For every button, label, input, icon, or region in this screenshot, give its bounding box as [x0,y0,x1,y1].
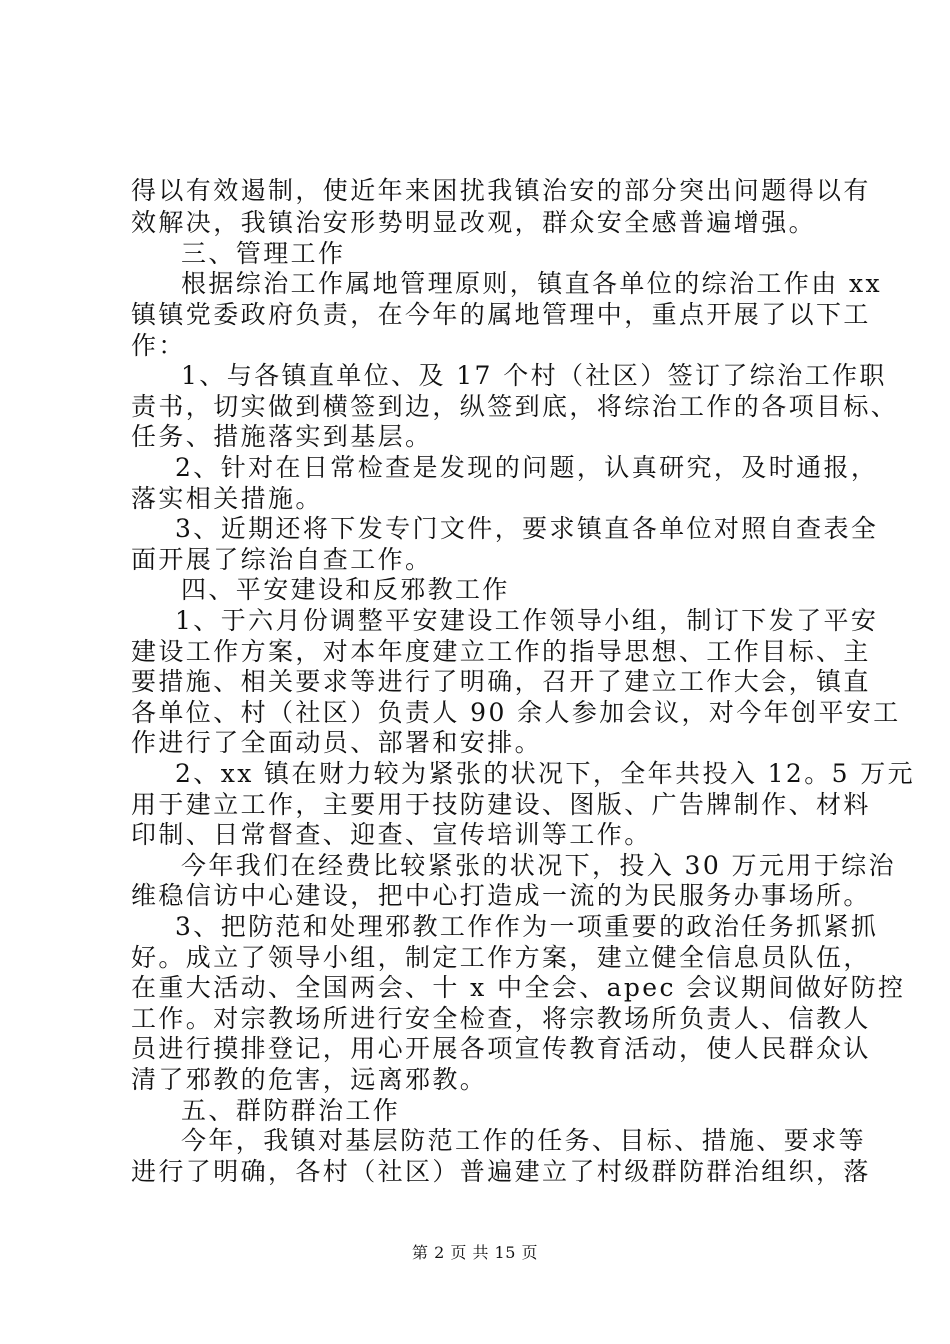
text-line: 印制、日常督查、迎查、宣传培训等工作。 [131,820,652,849]
section-heading: 四、平安建设和反邪教工作 [181,575,510,604]
text-line: 用于建立工作，主要用于技防建设、图版、广告牌制作、材料 [131,790,871,819]
text-line: 进行了明确，各村（社区）普遍建立了村级群防群治组织，落 [131,1157,871,1186]
text-line: 清了邪教的危害，远离邪教。 [131,1065,488,1094]
text-line: 1、于六月份调整平安建设工作领导小组，制订下发了平安 [175,606,879,635]
text-line: 1、与各镇直单位、及 17 个村（社区）签订了综治工作职 [181,361,887,390]
text-line: 各单位、村（社区）负责人 90 余人参加会议，对今年创平安工 [131,698,901,727]
text-line: 得以有效遏制，使近年来困扰我镇治安的部分突出问题得以有 [131,176,871,205]
section-heading: 五、群防群治工作 [181,1096,401,1125]
text-line: 作： [131,331,186,360]
text-line: 今年，我镇对基层防范工作的任务、目标、措施、要求等 [181,1126,867,1155]
text-line: 3、把防范和处理邪教工作作为一项重要的政治任务抓紧抓 [175,912,879,941]
text-line: 维稳信访中心建设，把中心打造成一流的为民服务办事场所。 [131,881,871,910]
text-line: 落实相关措施。 [131,484,323,513]
text-line: 员进行摸排登记，用心开展各项宣传教育活动，使人民群众认 [131,1034,871,1063]
text-line: 责书，切实做到横签到边，纵签到底，将综治工作的各项目标、 [131,392,899,421]
text-line: 根据综治工作属地管理原则，镇直各单位的综治工作由 xx [181,269,882,298]
text-line: 要措施、相关要求等进行了明确，召开了建立工作大会，镇直 [131,667,871,696]
text-line: 3、近期还将下发专门文件，要求镇直各单位对照自查表全 [175,514,879,543]
text-line: 效解决，我镇治安形势明显改观，群众安全感普遍增强。 [131,208,817,237]
text-line: 面开展了综治自查工作。 [131,545,433,574]
text-line: 工作。对宗教场所进行安全检查，将宗教场所负责人、信教人 [131,1004,871,1033]
text-line: 建设工作方案，对本年度建立工作的指导思想、工作目标、主 [131,637,871,666]
text-line: 好。成立了领导小组，制定工作方案，建立健全信息员队伍， [131,943,871,972]
text-line: 在重大活动、全国两会、十 x 中全会、apec 会议期间做好防控 [131,973,906,1002]
text-line: 作进行了全面动员、部署和安排。 [131,728,543,757]
text-line: 今年我们在经费比较紧张的状况下，投入 30 万元用于综治 [181,851,896,880]
text-line: 任务、措施落实到基层。 [131,422,433,451]
text-line: 2、xx 镇在财力较为紧张的状况下，全年共投入 12。5 万元 [175,759,916,788]
text-line: 镇镇党委政府负责，在今年的属地管理中，重点开展了以下工 [131,300,871,329]
text-line: 2、针对在日常检查是发现的问题，认真研究，及时通报， [175,453,879,482]
section-heading: 三、管理工作 [181,239,346,268]
page-number-footer: 第 2 页 共 15 页 [412,1243,538,1262]
